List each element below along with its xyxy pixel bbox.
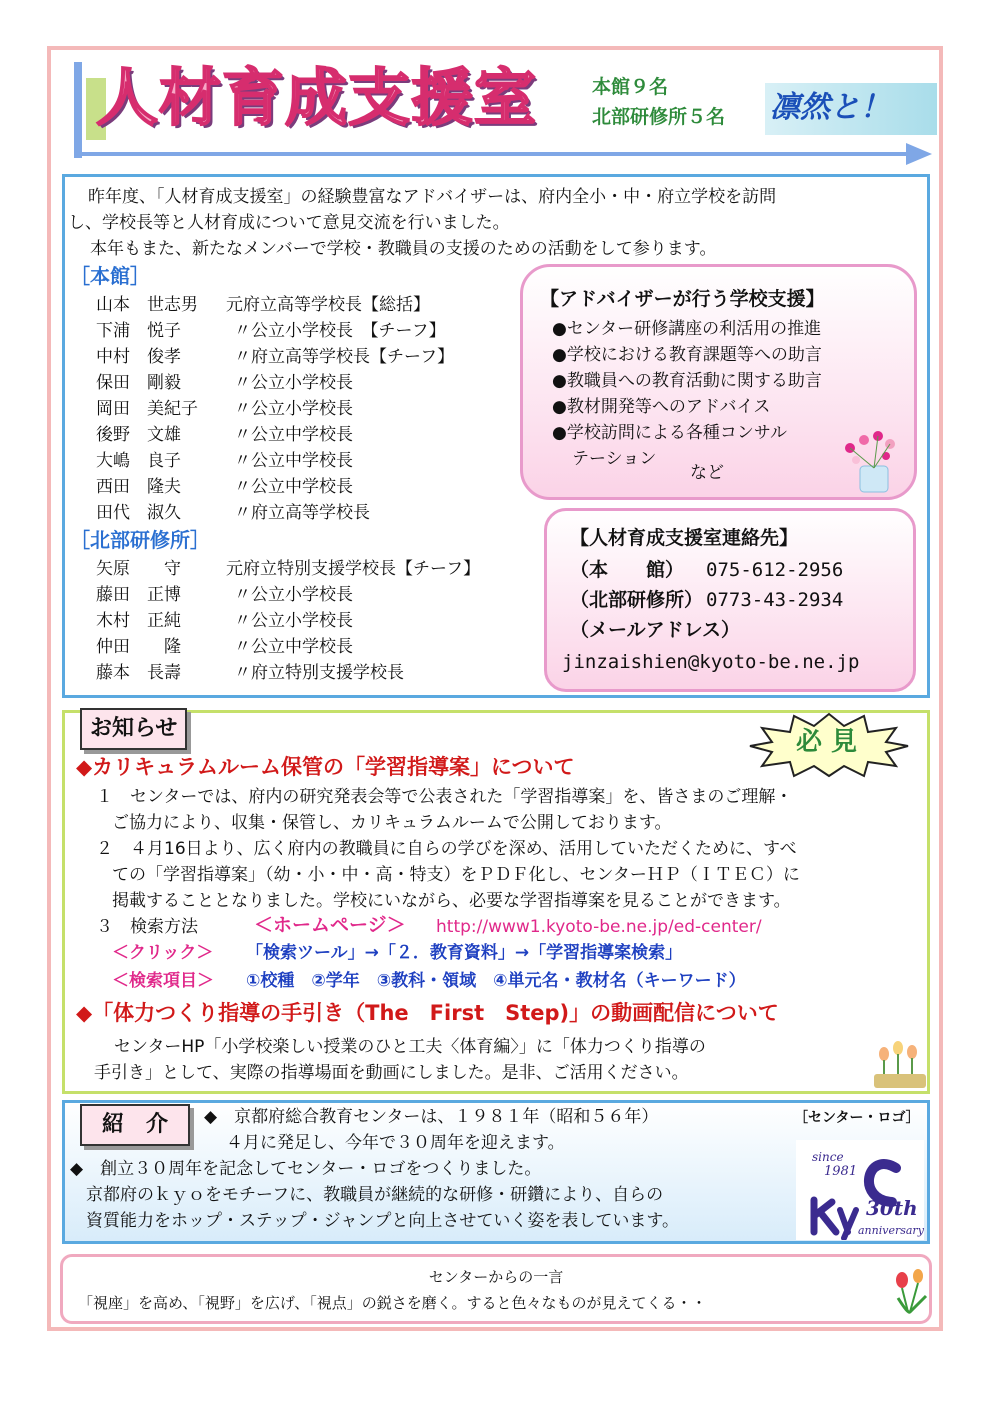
member-role: 〃公立小学校長 [234, 373, 353, 393]
support-item-continued: テーション [572, 449, 657, 469]
quote-title: センターからの一言 [428, 1268, 564, 1286]
member-name: 下浦 悦子 [96, 321, 181, 341]
logo-30th: 30th [866, 1196, 918, 1220]
title-underline [74, 152, 912, 156]
notice-p1-line-1: １ センターでは、府内の研究発表会等で公表された「学習指導案」を、皆さまのご理解・ [96, 787, 793, 807]
member-role: 〃公立小学校長 [234, 611, 353, 631]
must-see-label: 必 見 [796, 727, 858, 757]
member-name: 後野 文雄 [96, 425, 181, 445]
member-role: 〃公立中学校長 [234, 451, 353, 471]
honkan-heading: ［本館］ [70, 264, 150, 288]
intro-logo-line-3: 資質能力をホップ・ステップ・ジャンプと向上させていく姿を表しています。 [86, 1211, 679, 1231]
main-building-phone: 075-612-2956 [706, 559, 844, 581]
north-institute-phone: 0773-43-2934 [706, 589, 844, 611]
page-title: 人材育成支援室 [96, 61, 538, 134]
homepage-label: ＜ホームページ＞ [254, 914, 406, 936]
flower-vase-icon [830, 426, 910, 496]
intro-logo-line-1: ◆ 創立３０周年を記念してセンター・ロゴをつくりました。 [70, 1159, 542, 1179]
logo-caption: ［センター・ロゴ］ [794, 1110, 920, 1126]
intro-history-line-1: ◆ 京都府総合教育センターは、１９８１年（昭和５６年） [204, 1107, 659, 1127]
slogan: 凛然と！ [770, 90, 890, 125]
member-name: 藤田 正博 [96, 585, 181, 605]
member-name: 中村 俊孝 [96, 347, 181, 367]
member-role: 〃府立特別支援学校長 [234, 663, 404, 683]
logo-year: 1981 [824, 1164, 858, 1179]
member-role: 〃府立高等学校長【チーフ】 [234, 347, 455, 367]
notice-p2-line-3: 掲載することとなりました。学校にいながら、必要な学習指導案を見ることができます。 [112, 891, 791, 911]
member-name: 大嶋 良子 [96, 451, 181, 471]
notice-q-line-2: 手引き」として、実際の指導場面を動画にしました。是非、ご活用ください。 [94, 1063, 689, 1083]
member-name: 仲田 隆 [96, 637, 181, 657]
search-item-list: ①校種 ②学年 ③教科・領域 ④単元名・教材名（キーワード） [246, 971, 746, 991]
member-name: 保田 剛毅 [96, 373, 181, 393]
notice-p2-line-2: ての「学習指導案」（幼・小・中・高・特支）をＰＤＦ化し、センターＨＰ（ＩＴＥＣ）に [112, 865, 800, 885]
member-name: 田代 淑久 [96, 503, 181, 523]
member-name: 木村 正純 [96, 611, 181, 631]
tulips-icon [872, 1036, 928, 1090]
intro-line-1: 昨年度、「人材育成支援室」の経験豊富なアドバイザーは、府内全小・中・府立学校を訪問 [88, 187, 777, 207]
intro-logo-line-2: 京都府のｋｙｏをモチーフに、教職員が継続的な研修・研鑽により、自らの [86, 1185, 664, 1205]
member-role: 〃公立小学校長 [234, 585, 353, 605]
member-name: 山本 世志男 [96, 295, 198, 315]
notice-heading-2: ◆「体力つくり指導の手引き（The First Step)」の動画配信について [76, 1001, 779, 1025]
member-role: 元府立高等学校長【総括】 [226, 295, 430, 315]
click-label: ＜クリック＞ [112, 943, 214, 963]
notice-p1-line-2: ご協力により、収集・保管し、カリキュラムルームで公開しております。 [112, 813, 672, 833]
notice-tab-label: お知らせ [80, 708, 187, 750]
support-item: ●学校訪問による各種コンサル [552, 423, 787, 443]
support-item: ●センター研修講座の利活用の推進 [552, 319, 822, 339]
tulip-icon [890, 1268, 930, 1320]
member-role: 〃公立中学校長 [234, 637, 353, 657]
support-item: ●学校における教育課題等への助言 [552, 345, 822, 365]
title-vertical-bar [74, 62, 82, 158]
logo-anniversary: anniversary [858, 1224, 924, 1237]
main-building-label: （本 館） [570, 559, 685, 581]
introduction-tab-label: 紹 介 [80, 1104, 190, 1146]
notice-heading-1: ◆カリキュラムルーム保管の「学習指導案」について [76, 755, 575, 779]
north-institute-label: （北部研修所） [570, 589, 704, 611]
member-name: 矢原 守 [96, 559, 181, 579]
contact-title: 【人材育成支援室連絡先】 [570, 527, 799, 549]
member-role: 〃公立中学校長 [234, 425, 353, 445]
click-path: 「検索ツール」→「２．教育資料」→「学習指導案検索」 [246, 943, 683, 963]
hokubu-heading: ［北部研修所］ [70, 528, 210, 552]
notice-q-line-1: センターHP「小学校楽しい授業のひと工夫〈体育編〉」に「体力つくり指導の [114, 1037, 706, 1057]
member-role: 〃公立小学校長 【チーフ】 [234, 321, 446, 341]
member-role: 〃府立高等学校長 [234, 503, 370, 523]
mail-label: （メールアドレス） [570, 619, 741, 641]
member-role: 〃公立小学校長 [234, 399, 353, 419]
main-building-count: 本館９名 [592, 76, 669, 98]
intro-line-3: 本年もまた、新たなメンバーで学校・教職員の支援のための活動をして参ります。 [90, 239, 717, 259]
homepage-url[interactable]: http://www1.kyoto-be.ne.jp/ed-center/ [436, 917, 762, 937]
mail-address[interactable]: jinzaishien@kyoto-be.ne.jp [562, 651, 860, 673]
support-item: ●教職員への教育活動に関する助言 [552, 371, 822, 391]
intro-history-line-2: ４月に発足し、今年で３０周年を迎えます。 [226, 1133, 565, 1153]
north-institute-count: 北部研修所５名 [592, 106, 726, 128]
member-name: 西田 隆夫 [96, 477, 181, 497]
arrow-right-icon [906, 143, 932, 165]
notice-p2-line-1: ２ ４月16日より、広く府内の教職員に自らの学びを深め、活用していただくために、すべ [96, 839, 797, 859]
member-role: 〃公立中学校長 [234, 477, 353, 497]
support-title: 【アドバイザーが行う学校支援】 [540, 288, 825, 310]
support-etc: など [690, 463, 724, 483]
intro-line-2: し、学校長等と人材育成について意見交流を行いました。 [68, 213, 510, 233]
member-role: 元府立特別支援学校長【チーフ】 [226, 559, 481, 579]
member-name: 岡田 美紀子 [96, 399, 198, 419]
support-item: ●教材開発等へのアドバイス [552, 397, 771, 417]
logo-since: since [812, 1150, 844, 1164]
search-item-label: ＜検索項目＞ [112, 971, 214, 991]
member-name: 藤本 長壽 [96, 663, 181, 683]
quote-text: 「視座」を高め、「視野」を広げ、「視点」の鋭さを磨く。すると色々なものが見えてくる・・ [78, 1294, 707, 1312]
search-method-label: ３ 検索方法 [96, 917, 198, 937]
